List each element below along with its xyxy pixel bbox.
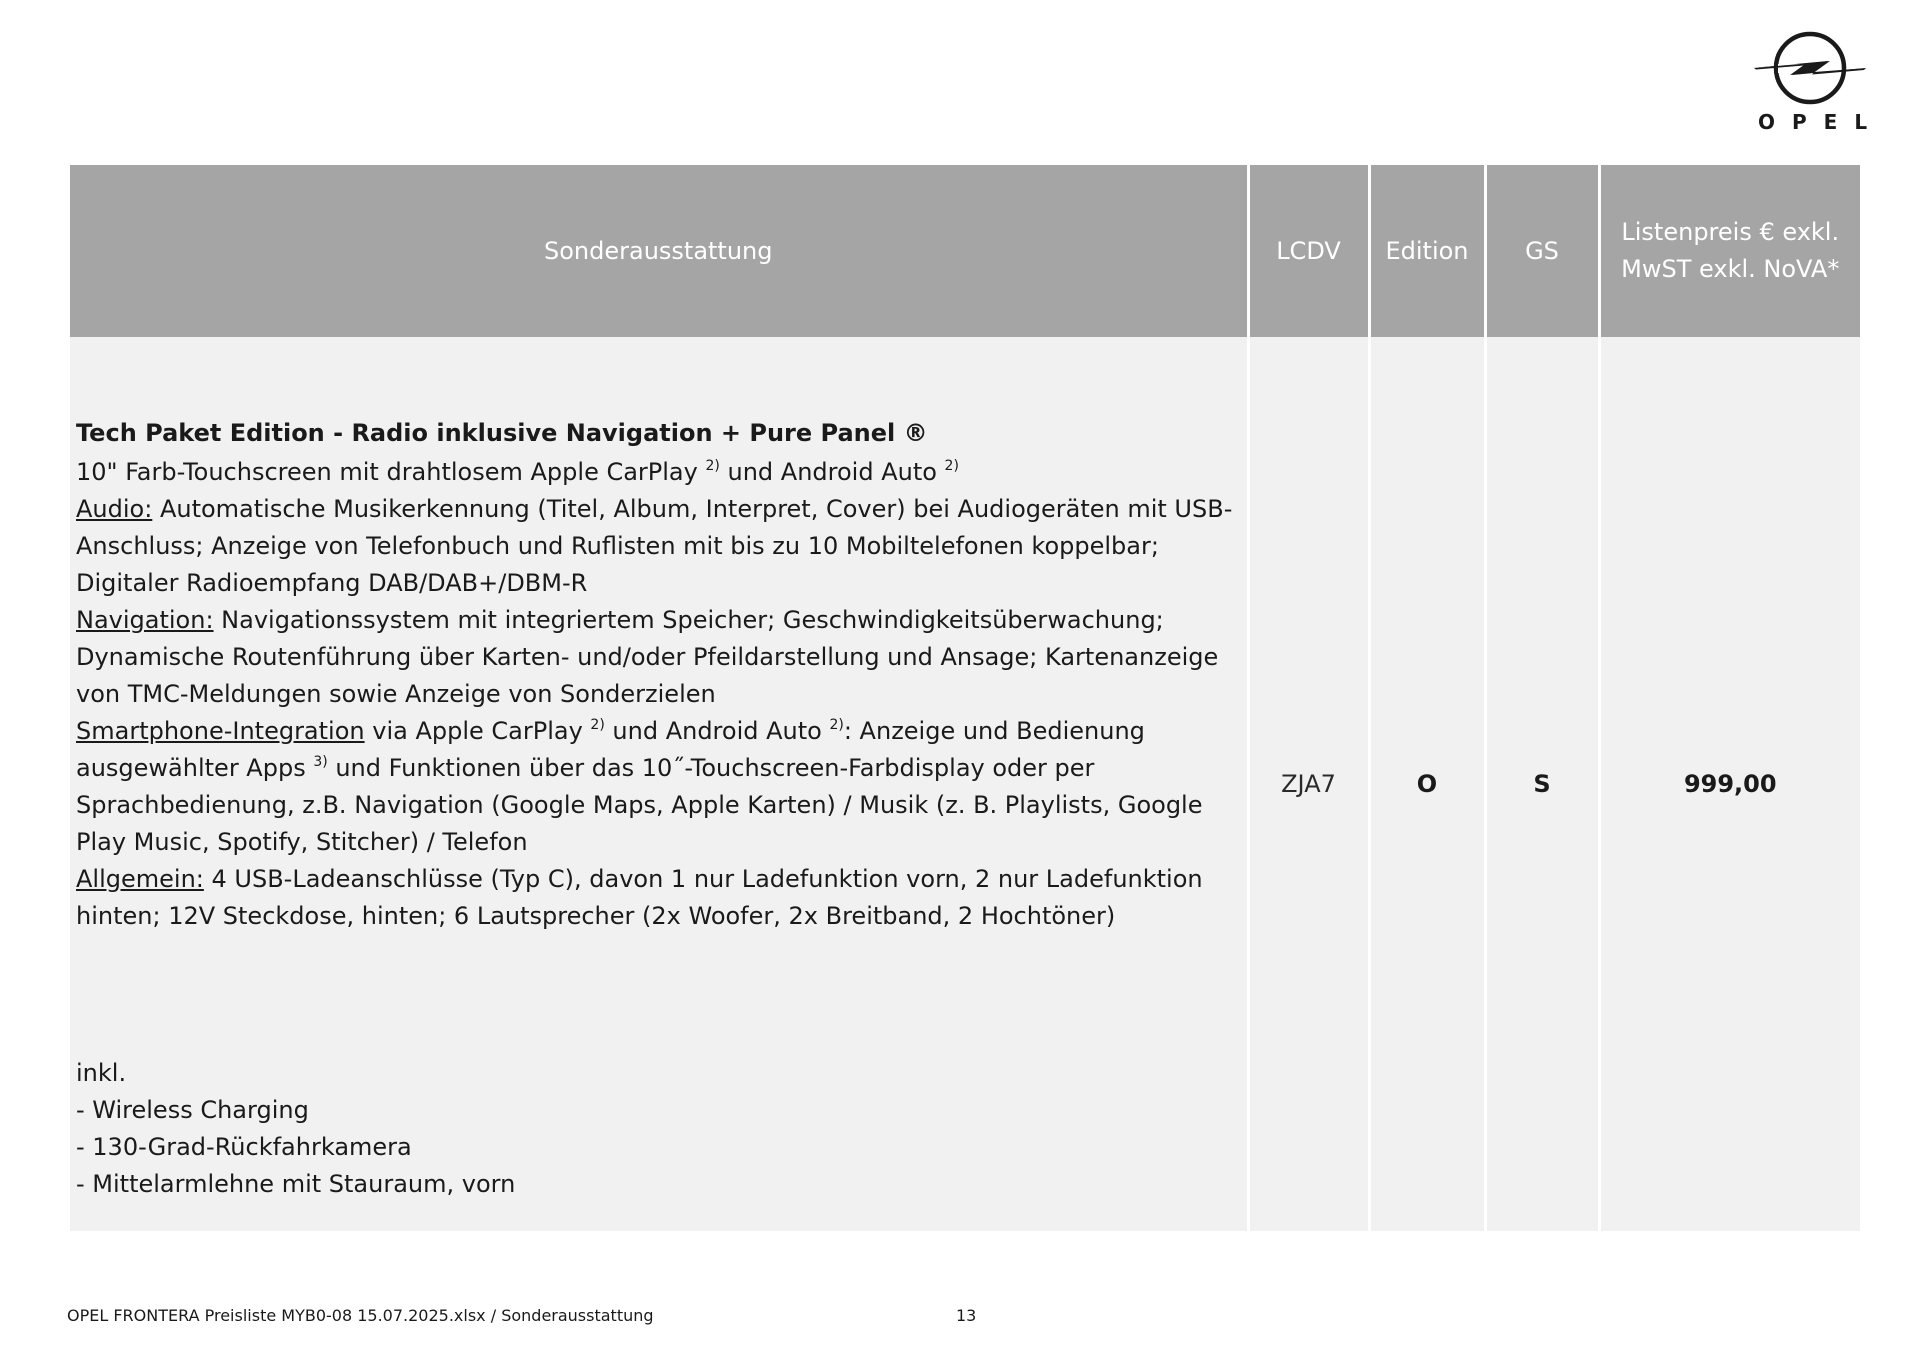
page-number: 13 [956,1306,977,1325]
package-title: Tech Paket Edition - Radio inklusive Navigation + Pure Panel ® [76,419,928,447]
header-price-line1: Listenpreis € exkl. [1621,218,1840,246]
list-item: - Mittelarmlehne mit Stauraum, vorn [76,1170,516,1198]
smartphone-text: via Apple CarPlay [364,717,591,745]
smartphone-text-3: : Anzeige und Bedienung ausgewählter Apps [76,717,1145,782]
footnote-ref: 2) [705,458,720,474]
header-price [1599,165,1860,337]
brand-wordmark: OPEL [1758,110,1885,134]
header-equipment: Sonderausstattung [70,165,1248,337]
list-price-cell: 999,00 [1599,337,1860,1231]
navigation-paragraph [76,602,1243,713]
smartphone-paragraph [76,713,1243,861]
included-heading: inkl. [76,1059,127,1087]
smartphone-text-2: und Android Auto [604,717,830,745]
general-paragraph [76,861,1243,935]
navigation-text: Navigationssystem mit integriertem Speicher; Geschwindigkeitsüberwachung; Dynamische Routenführung über Karten- und/oder Pfeildarstellung und Ansage; Kartenanzeige von TMC-Meldungen sowie Anzeige von Sonderzielen [76,606,1219,708]
audio-label: Audio: [76,495,153,523]
footnote-ref: 2) [590,717,605,733]
general-text: 4 USB-Ladeanschlüsse (Typ C), davon 1 nur Ladefunktion vorn, 2 nur Ladefunktion hinten; 12V Steckdose, hinten; 6 Lautsprecher (2x Woofer, 2x Breitband, 2 Hochtöner) [76,865,1203,930]
header-edition: Edition [1369,165,1485,337]
audio-text: Automatische Musikerkennung (Titel, Album, Interpret, Cover) bei Audiogeräten mit USB-Anschluss; Anzeige von Telefonbuch und Ruflisten mit bis zu 10 Mobiltelefonen koppelbar; Digitaler Radioempfang DAB/DAB+/DBM-R [76,495,1233,597]
general-label: Allgemein: [76,865,204,893]
header-price-line2: MwST exkl. NoVA* [1621,255,1840,283]
list-item: - 130-Grad-Rückfahrkamera [76,1133,412,1161]
equipment-description-cell [70,337,1248,1231]
touchscreen-text: 10" Farb-Touchscreen mit drahtlosem Apple CarPlay [76,458,706,486]
table-header-row [70,165,1860,337]
smartphone-text-4: und Funktionen über das 10˝-Touchscreen-Farbdisplay oder per Sprachbedienung, z.B. Navigation (Google Maps, Apple Karten) / Musik (z. B. Playlists, Google Play Music, Spotify, Stitcher) / Telefon [76,754,1203,856]
opel-blitz-icon [1748,28,1872,108]
footer-file-reference: OPEL FRONTERA Preisliste MYB0-08 15.07.2025.xlsx / Sonderausstattung [67,1306,654,1325]
table-row [70,337,1860,1231]
smartphone-label: Smartphone-Integration [76,717,365,745]
header-lcdv: LCDV [1248,165,1369,337]
opel-logo [1748,28,1885,138]
touchscreen-line [76,454,1243,491]
footnote-ref: 2) [944,458,959,474]
lcdv-code-cell: ZJA7 [1248,337,1369,1231]
equipment-description [76,337,1243,935]
options-price-table [70,165,1860,1231]
gs-availability-cell: S [1485,337,1599,1231]
list-item: - Wireless Charging [76,1096,309,1124]
header-gs: GS [1485,165,1599,337]
footnote-ref: 3) [313,754,328,770]
audio-paragraph [76,491,1243,602]
footnote-ref: 2) [829,717,844,733]
edition-availability-cell: O [1369,337,1485,1231]
included-items [76,1055,1243,1203]
touchscreen-text-2: und Android Auto [719,458,945,486]
navigation-label: Navigation: [76,606,214,634]
